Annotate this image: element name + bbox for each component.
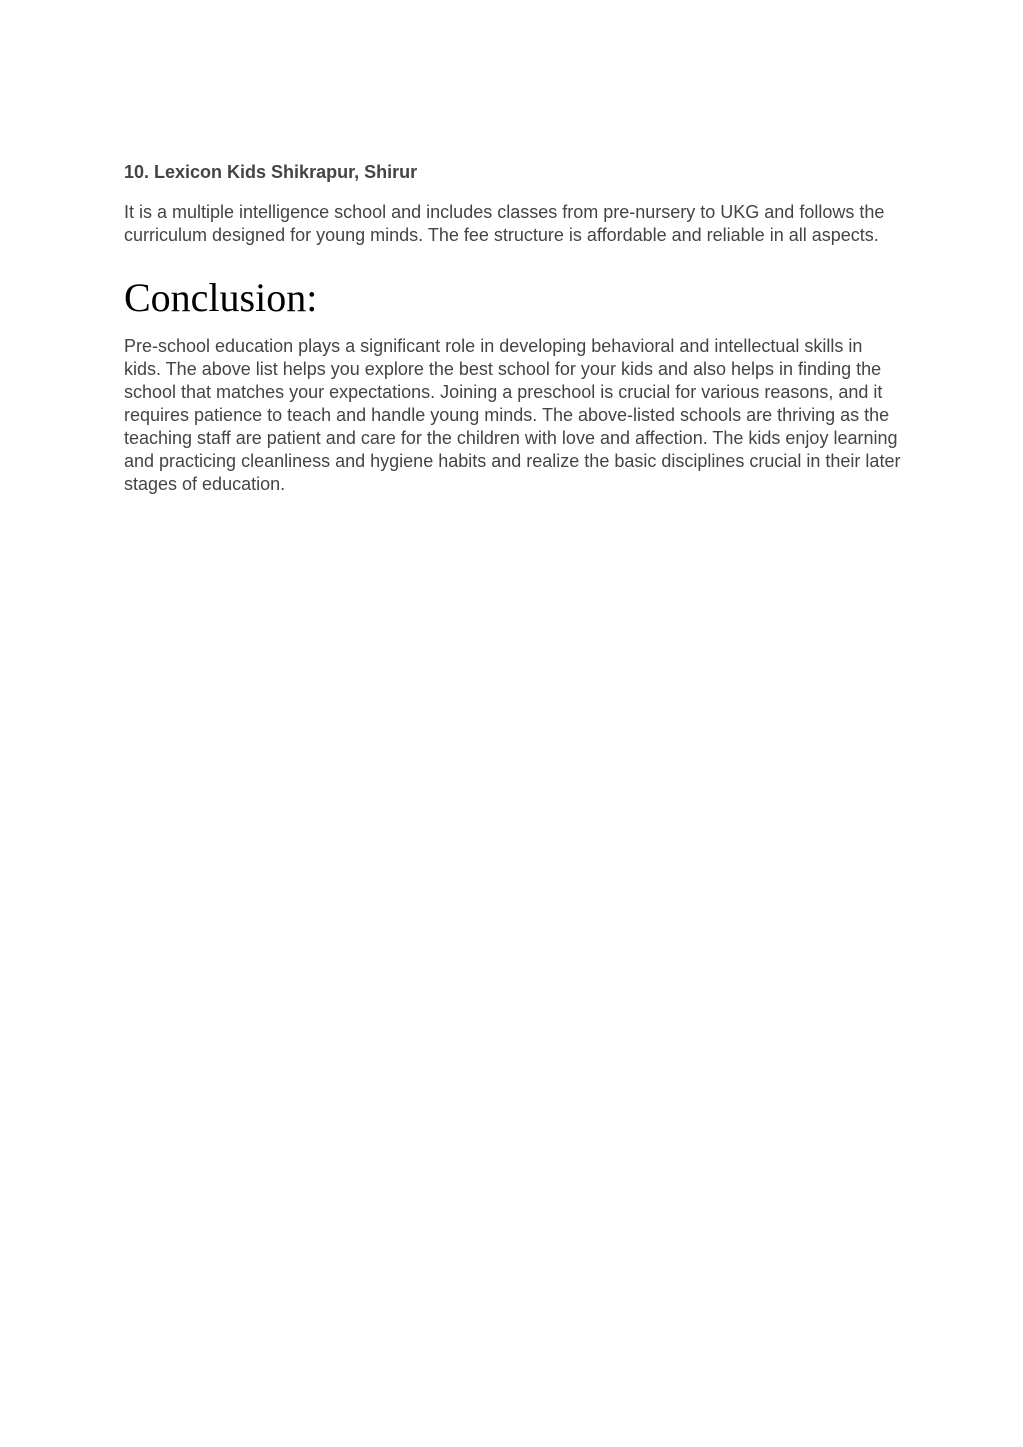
page-content (124, 160, 904, 496)
conclusion-heading: Conclusion: (124, 275, 318, 320)
conclusion-paragraph: Pre-school education plays a significant role in developing behavioral and intellectual skills in kids. The above list helps you explore the best school for your kids and also helps in finding the school that matches your expectations. Joining a preschool is crucial for various reasons, and it requires patience to teach and handle young minds. The above-listed schools are thriving as the teaching staff are patient and care for the children with love and affection. The kids enjoy learning and practicing cleanliness and hygiene habits and realize the basic disciplines crucial in their later stages of education. (124, 336, 901, 494)
school-paragraph: It is a multiple intelligence school and includes classes from pre-nursery to UKG and follows the curriculum designed for young minds. The fee structure is affordable and reliable in all aspects. (124, 202, 885, 245)
school-heading: 10. Lexicon Kids Shikrapur, Shirur (124, 162, 418, 182)
